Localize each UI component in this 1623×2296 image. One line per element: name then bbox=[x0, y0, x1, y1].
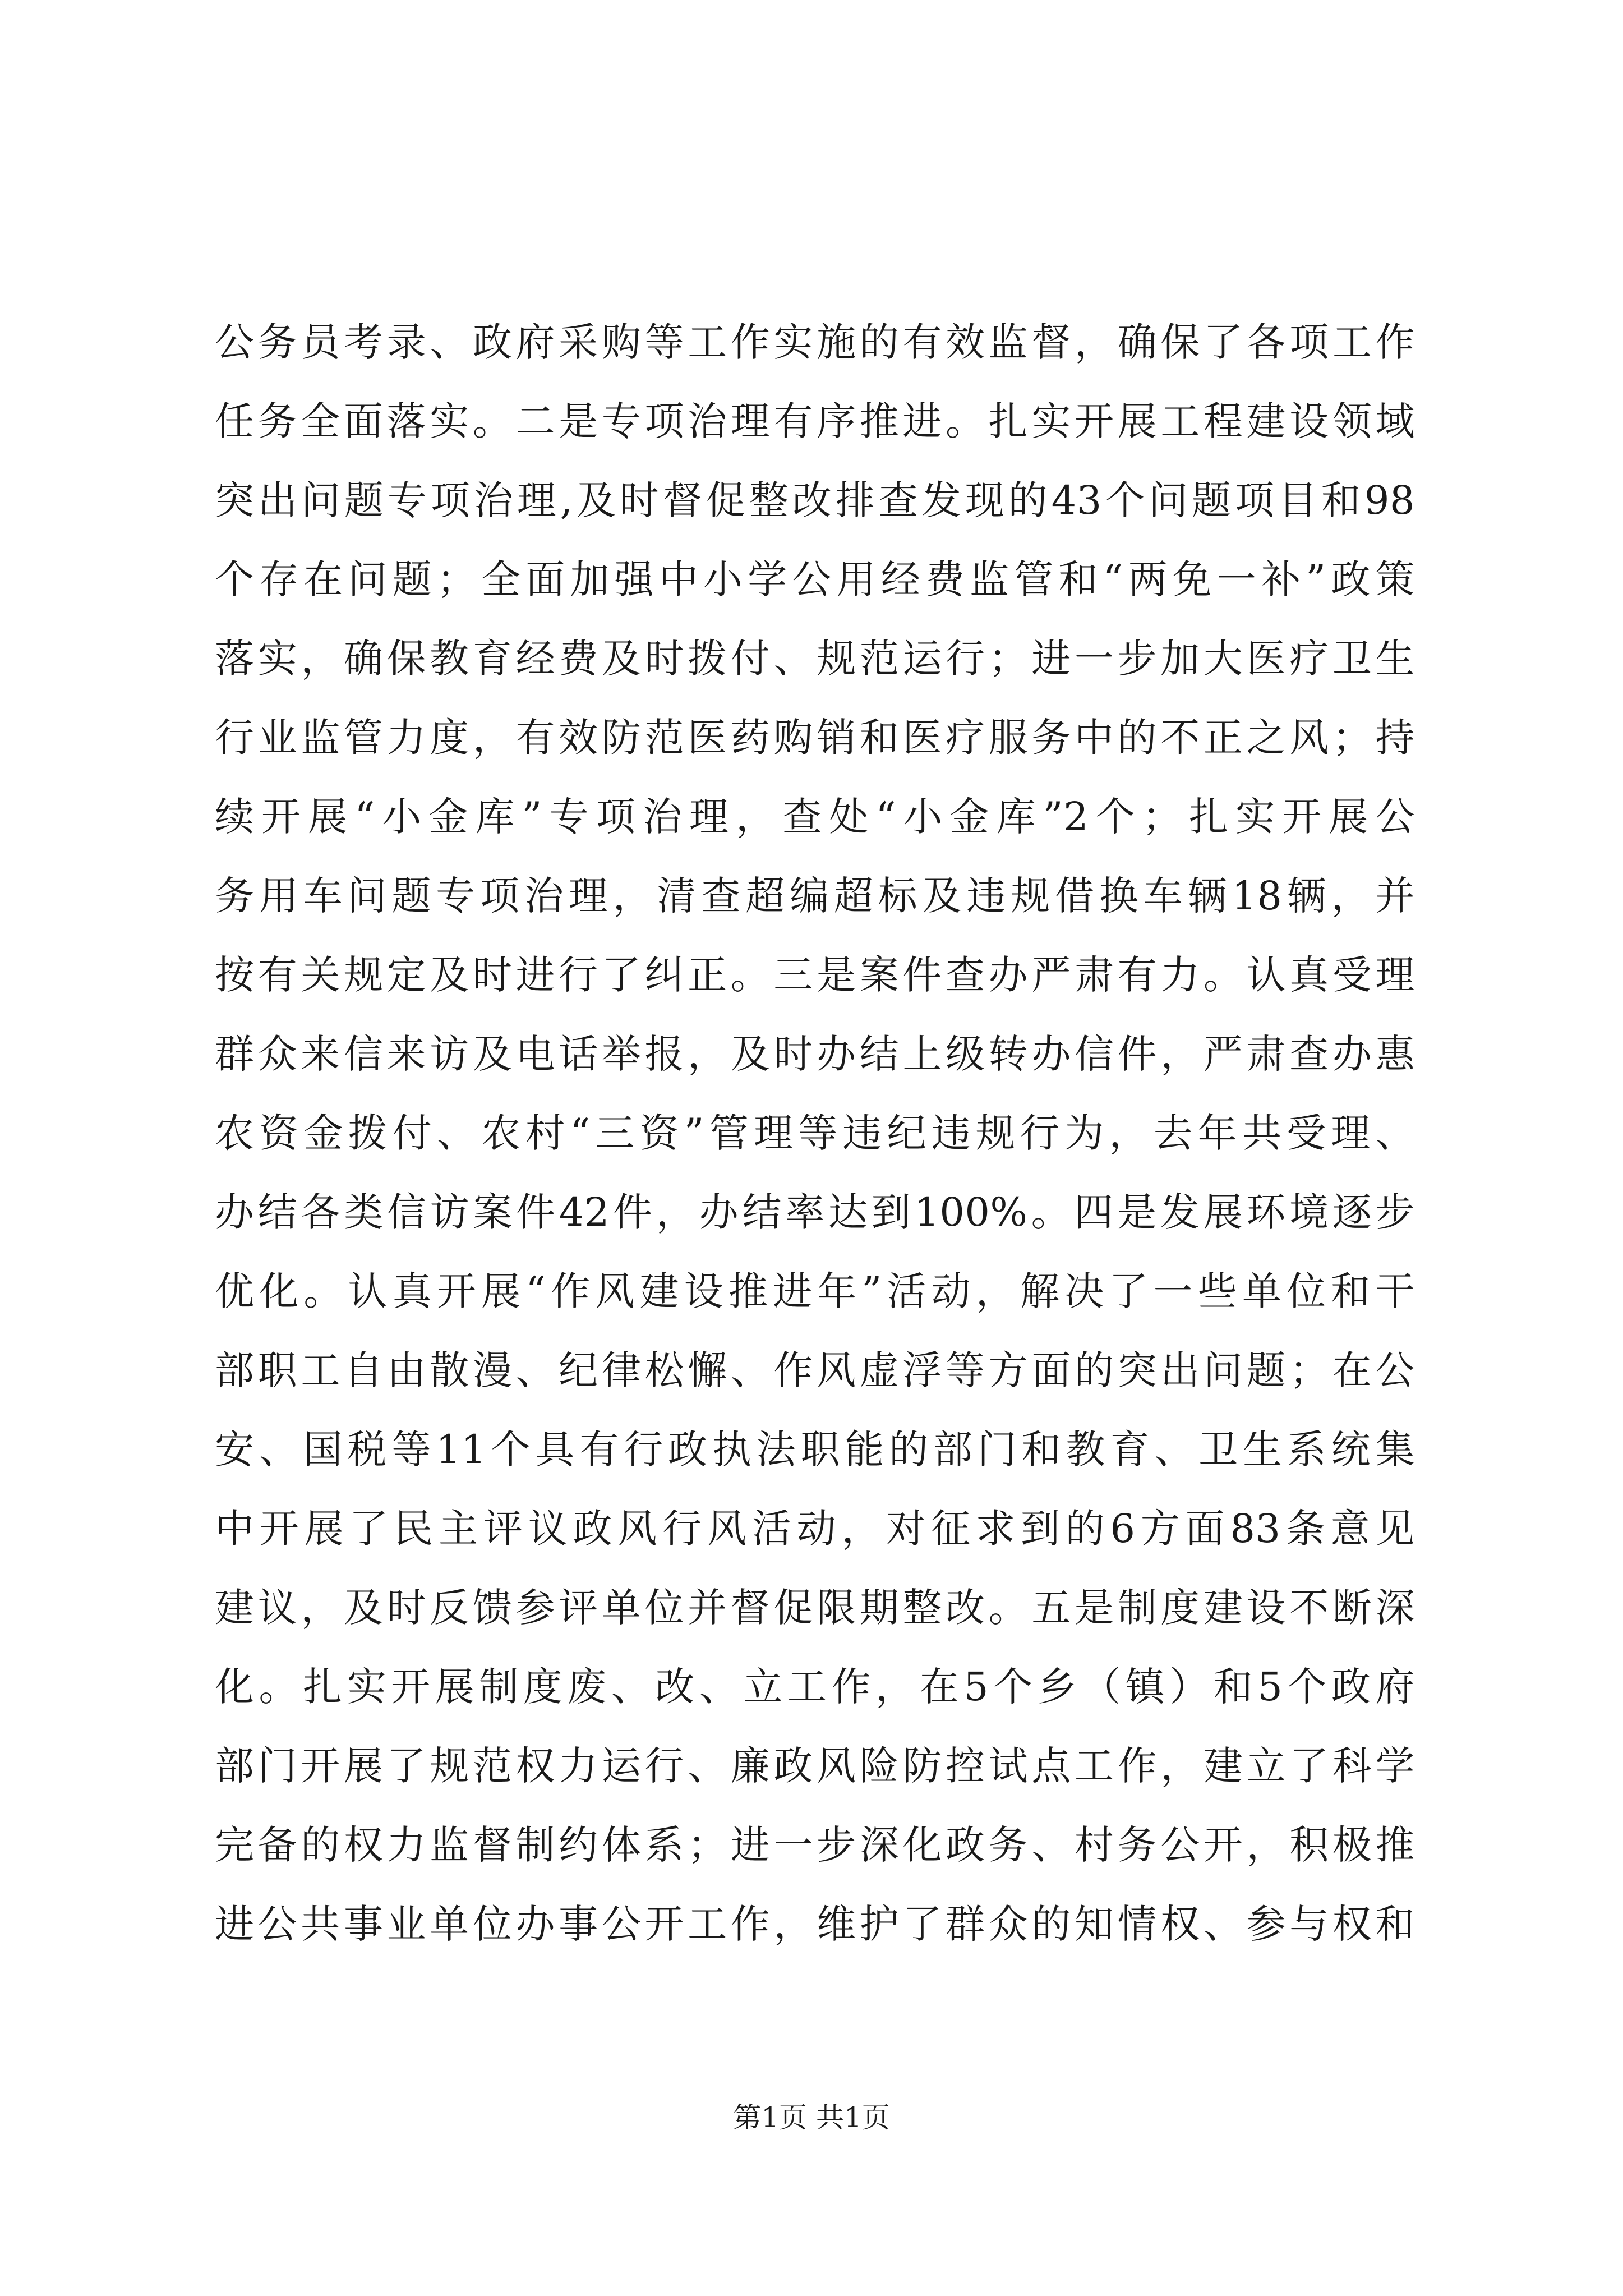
page-footer: 第1页 共1页 bbox=[733, 2101, 890, 2134]
text-line: 中开展了民主评议政风行风活动，对征求到的6方面83条意见 bbox=[215, 1506, 1415, 1552]
text-line: 个存在问题；全面加强中小学公用经费监管和“两免一补”政策 bbox=[215, 556, 1415, 602]
text-line: 务用车问题专项治理，清查超编超标及违规借换车辆18辆，并 bbox=[215, 873, 1415, 919]
text-line: 落实，确保教育经费及时拨付、规范运行；进一步加大医疗卫生 bbox=[215, 636, 1415, 682]
text-line: 化。扎实开展制度废、改、立工作，在5个乡（镇）和5个政府 bbox=[215, 1664, 1415, 1710]
text-line: 建议，及时反馈参评单位并督促限期整改。五是制度建设不断深 bbox=[215, 1585, 1415, 1631]
text-line: 办结各类信访案件42件，办结率达到100%。四是发展环境逐步 bbox=[215, 1189, 1415, 1235]
body-text bbox=[215, 303, 1415, 1964]
text-line: 部门开展了规范权力运行、廉政风险防控试点工作，建立了科学 bbox=[215, 1743, 1415, 1789]
text-line: 优化。认真开展“作风建设推进年”活动，解决了一些单位和干 bbox=[215, 1268, 1415, 1314]
text-line: 完备的权力监督制约体系；进一步深化政务、村务公开，积极推 bbox=[215, 1822, 1415, 1868]
text-line: 任务全面落实。二是专项治理有序推进。扎实开展工程建设领域 bbox=[215, 398, 1415, 444]
text-line: 部职工自由散漫、纪律松懈、作风虚浮等方面的突出问题；在公 bbox=[215, 1347, 1415, 1393]
text-line: 按有关规定及时进行了纠正。三是案件查办严肃有力。认真受理 bbox=[215, 952, 1415, 998]
text-line: 续开展“小金库”专项治理，查处“小金库”2个；扎实开展公 bbox=[215, 794, 1415, 840]
text-line: 进公共事业单位办事公开工作，维护了群众的知情权、参与权和 bbox=[215, 1901, 1415, 1947]
text-line: 安、国税等11个具有行政执法职能的部门和教育、卫生系统集 bbox=[215, 1427, 1415, 1473]
text-line: 行业监管力度，有效防范医药购销和医疗服务中的不正之风；持 bbox=[215, 715, 1415, 761]
text-line: 农资金拨付、农村“三资”管理等违纪违规行为，去年共受理、 bbox=[215, 1110, 1415, 1156]
text-line: 群众来信来访及电话举报，及时办结上级转办信件，严肃查办惠 bbox=[215, 1031, 1415, 1077]
text-line: 公务员考录、政府采购等工作实施的有效监督，确保了各项工作 bbox=[215, 319, 1415, 365]
text-line: 突出问题专项治理,及时督促整改排查发现的43个问题项目和98 bbox=[215, 477, 1415, 523]
